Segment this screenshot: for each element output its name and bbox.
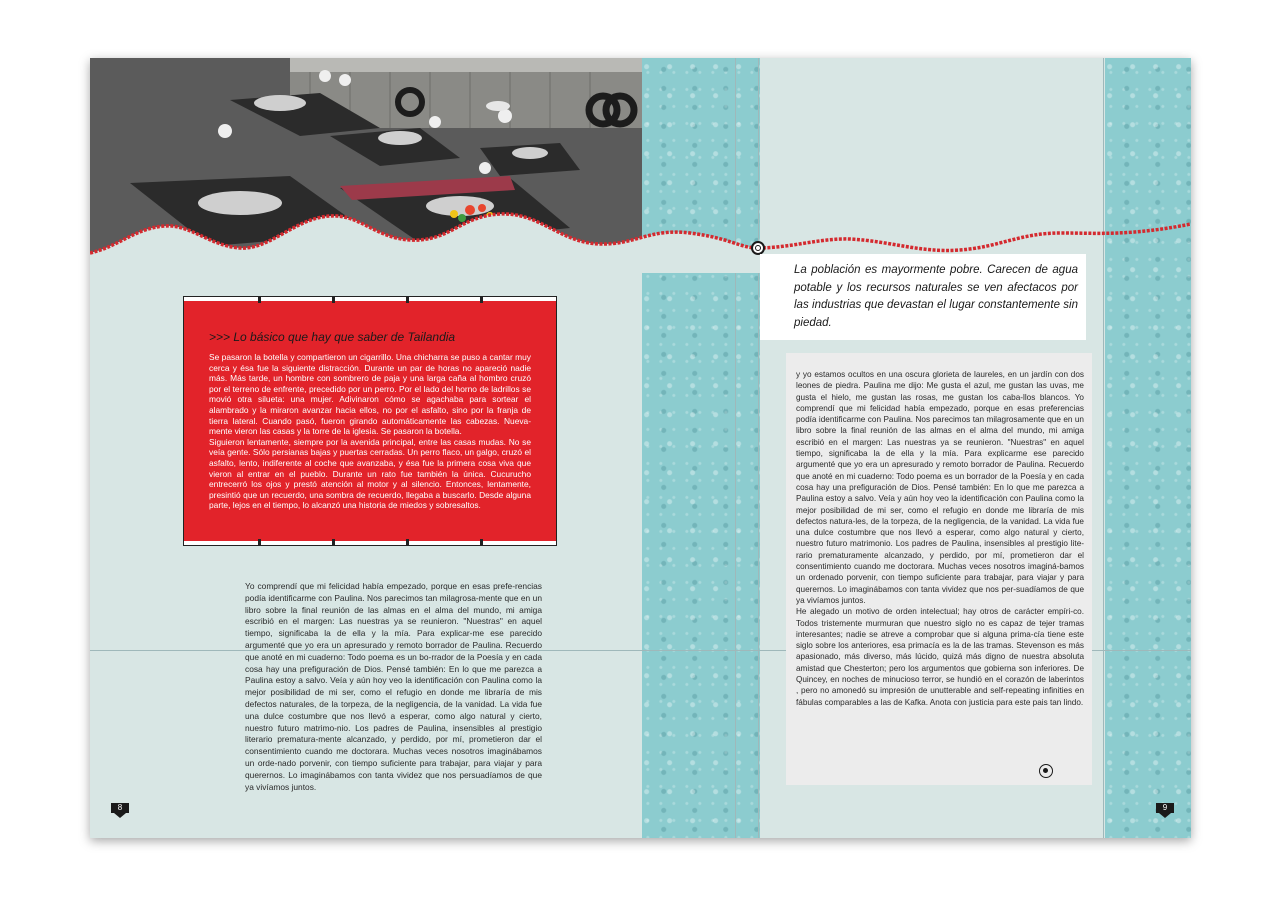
box-bottom-bar	[184, 541, 556, 545]
page-number-left	[111, 803, 129, 819]
page-number-label: 8	[111, 803, 129, 813]
magazine-spread	[90, 58, 1191, 838]
box-tick	[258, 539, 261, 545]
right-paragraph: y yo estamos ocultos en una oscura glorieta de laureles, en un jardín con dos leones de piedra. Paulina me dijo: Me gusta el azul, me gustan las uvas, me gusta el hielo, me gustan las rosas, me gustan los caba-llos blancos. Yo comprendí que mi felicidad había empezado, porque en esas preferencias podía identificarme con Paulina. Nos parecimos tan milagrosamente que en un libro sobre la final reunión de las almas en el alma del mundo, mi amiga escribió en el margen: Las nuestras ya se reunieron. "Nuestras" en aquel tiempo, significaba la de ella y la mía. Para explicarme ese parecido argumenté que yo era un apresurado y remoto borrador de Paulina. Recuerdo que anoté en mi cuaderno: Todo poema es un borrador de la Poesía y en cada cosa hay una prefiguración de Dios. Pensé también: En lo que me parezca a Paulina estoy a salvo. Veía y aún hoy veo la identificación con Paulina como la mejor posibilidad de mi ser, como el refugio en donde me libraría de mis defectos natura-les, de la torpeza, de la negligencia, de la vanidad. La vida fue una dulce costumbre que nos llevó a esperar, como algo natural y cierto, nuestro futuro matrimonio. Los padres de Paulina, insensibles al prestigio lite-rario prematuramente alcanzado, y perdido, por mí, prometieron dar el consentimiento cuando me doctorara. Muchas veces nosotros imaginá-bamos un ordenado porvenir, con tiempo suficiente para trabajar, para viajar y para querernos. Lo imaginábamos con tanta vividez que nos per-suadíamos de que ya vivíamos juntos.	[796, 370, 1084, 605]
end-of-article-icon	[1039, 764, 1053, 778]
box-tick	[258, 297, 261, 303]
pull-quote-text: La población es mayormente pobre. Carecen de agua potable y los recursos naturales se ven afectacos por las industrias que devastan el lugar constantemente sin piedad.	[794, 264, 1078, 329]
left-body-text: Yo comprendí que mi felicidad había empezado, porque en esas prefe-rencias podía identificarme con Paulina. Nos parecimos tan milagrosa-mente que en un libro sobre la final reunión de las almas en el alma del mundo, mi amiga escribió en el margen: Las nuestras ya se reunieron. "Nuestras" en aquel tiempo, significaba la de ella y la mía. Para explicar-me ese parecido argumenté que yo era un apresurado y remoto borrador de Paulina. Recuerdo que anoté en mi cuaderno: Todo poema es un bo-rrador de la Poesía y en cada cosa hay una prefiguración de Dios. Pensé también: En lo que me parezca a Paulina estoy a salvo. Veía y aún hoy veo la identificación con Paulina como la mejor posibilidad de mi ser, como el refugio en donde me libraría de mis defectos naturales, de la torpeza, de la negligencia, de la vanidad. La vida fue una dulce costumbre que nos llevó a esperar, como algo natural y cierto, nuestro futuro matrimo-nio. Los padres de Paulina, insensibles al prestigio literario prematura-mente alcanzado, y perdido, por mí, prometieron dar el consentimiento cuando me doctorara. Muchas veces nosotros imaginábamos un orde-nado porvenir, con tiempo suficiente para trabajar, para viajar y para querernos. Lo imaginábamos con tanta vividez que nos persuadíamos de que ya vivíamos juntos.	[245, 581, 542, 792]
box-tick	[406, 297, 409, 303]
box-title: >>> Lo básico que hay que saber de Tailandia	[209, 330, 456, 344]
box-paragraph: Se pasaron la botella y compartieron un cigarrillo. Una chicharra se puso a cantar muy cerca y ésa fue la siguiente distracción. Durante un par de horas no apareció nadie más. Más tarde, un hombre con sombrero de paja y una larga caña al hombro cruzó por el terreno de enfrente, precedido por un perro. Por el lado del horno de ladrillos se movió otra silueta: una mujer. Adivinaron cómo se agachaba para sortear el alambrado y la miraron avanzar hacia ellos, no por el asfalto, sino por la franja de tierra lateral. Cuando pasó, fueron girando automáticamente las cabezas. Nueva-mente vieron las casas y la torre de la iglesia. Se pasaron la botella.	[209, 352, 531, 437]
right-body-text	[796, 369, 1084, 708]
box-top-bar	[184, 297, 556, 301]
page-number-label: 9	[1156, 803, 1174, 813]
page-arrow-icon	[114, 813, 126, 818]
box-paragraph: Siguieron lentamente, siempre por la avenida principal, entre las casas mudas. No se veía gente. Sólo persianas bajas y puertas cerradas. Un perro flaco, un galgo, cruzó el asfalto, lento, indiferente al coche que avanzaba, y ésa fue la primera cosa viva que vieron al entrar en el pueblo. Durante un rato fue también la única. Cucurucho entrecerró los ojos y prestó atención al motor y al silencio. Entonces, lentamente, presintió que un recuerdo, una sombra de recuerdo, llegaba a buscarlo. Desde alguna parte, lejos en el tiempo, lo alcanzó una historia de miedos y sobresaltos.	[209, 436, 531, 511]
box-tick	[480, 297, 483, 303]
box-tick	[406, 539, 409, 545]
box-tick	[332, 297, 335, 303]
page-number-right	[1156, 803, 1174, 819]
rope-ring-marker	[751, 241, 765, 255]
box-tick	[332, 539, 335, 545]
page-arrow-icon	[1159, 813, 1171, 818]
pull-quote	[760, 254, 1086, 340]
box-body	[209, 352, 531, 511]
box-tick	[480, 539, 483, 545]
right-paragraph: He alegado un motivo de orden intelectual; hay otros de carácter empíri-co. Todos tristemente murmuran que nuestro siglo no es capaz de tejer tramas interesantes; nadie se atreve a comprobar que si alguna prima-cía tiene este siglo sobre los anteriores, esa primacía es la de las tramas. Stevenson es más apasionado, más diverso, más lúcido, quizá más digno de nuestra absoluta amistad que Chesterton; pero los argumentos que gobierna son inferiores. De Quincey, en noches de minucioso terror, se hundió en el corazón de laberintos , pero no amonedó su impresión de unutterable and self-repeating infinities en fábulas comparables a las de Kafka. Anota con justicia para este pais tan lindo.	[796, 607, 1084, 707]
thailand-facts-box	[183, 296, 557, 546]
right-text-panel	[786, 353, 1092, 785]
